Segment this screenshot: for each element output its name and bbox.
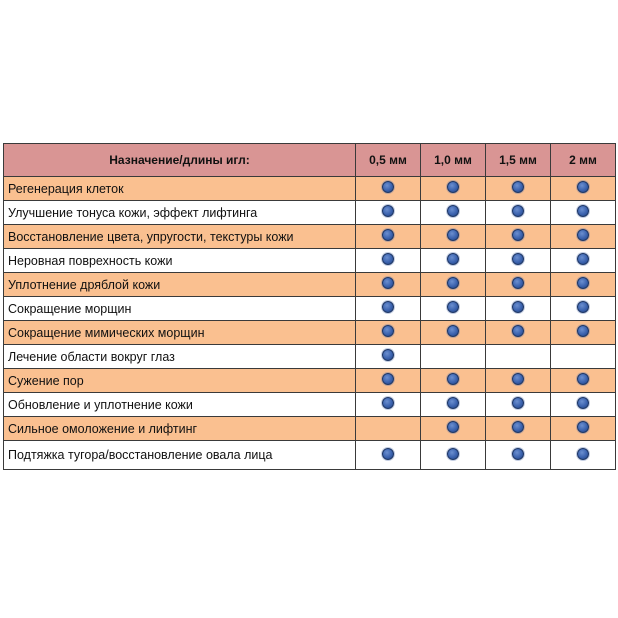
row-label: Сокращение мимических морщин	[4, 321, 356, 345]
marker-dot-icon	[577, 253, 589, 265]
marker-dot-icon	[577, 397, 589, 409]
mark-cell	[356, 249, 421, 273]
marker-dot-icon	[512, 325, 524, 337]
marker-dot-icon	[577, 421, 589, 433]
mark-cell	[551, 297, 616, 321]
header-length-2: 2 мм	[551, 144, 616, 177]
marker-dot-icon	[447, 229, 459, 241]
mark-cell	[486, 369, 551, 393]
marker-dot-icon	[447, 325, 459, 337]
marker-dot-icon	[447, 421, 459, 433]
mark-cell	[486, 393, 551, 417]
table-row	[4, 321, 616, 345]
row-label: Лечение области вокруг глаз	[4, 345, 356, 369]
mark-cell	[486, 297, 551, 321]
marker-dot-icon	[447, 448, 459, 460]
mark-cell	[551, 201, 616, 225]
mark-cell	[551, 177, 616, 201]
marker-dot-icon	[512, 448, 524, 460]
mark-cell	[356, 273, 421, 297]
marker-dot-icon	[577, 373, 589, 385]
mark-cell	[486, 321, 551, 345]
mark-cell	[486, 345, 551, 369]
row-label: Сужение пор	[4, 369, 356, 393]
marker-dot-icon	[447, 397, 459, 409]
mark-cell	[421, 369, 486, 393]
mark-cell	[551, 345, 616, 369]
mark-cell	[551, 393, 616, 417]
table-row	[4, 417, 616, 441]
table-row	[4, 225, 616, 249]
mark-cell	[551, 249, 616, 273]
marker-dot-icon	[382, 301, 394, 313]
mark-cell	[356, 321, 421, 345]
table-row	[4, 273, 616, 297]
table-row	[4, 393, 616, 417]
mark-cell	[486, 441, 551, 470]
marker-dot-icon	[577, 229, 589, 241]
marker-dot-icon	[512, 181, 524, 193]
marker-dot-icon	[382, 373, 394, 385]
mark-cell	[421, 177, 486, 201]
marker-dot-icon	[512, 373, 524, 385]
marker-dot-icon	[382, 349, 394, 361]
mark-cell	[356, 369, 421, 393]
mark-cell	[421, 441, 486, 470]
table-row	[4, 441, 616, 470]
row-label: Регенерация клеток	[4, 177, 356, 201]
mark-cell	[356, 393, 421, 417]
mark-cell	[421, 321, 486, 345]
marker-dot-icon	[577, 301, 589, 313]
marker-dot-icon	[382, 448, 394, 460]
header-length-0-5: 0,5 мм	[356, 144, 421, 177]
marker-dot-icon	[382, 253, 394, 265]
table-row	[4, 369, 616, 393]
marker-dot-icon	[512, 205, 524, 217]
mark-cell	[421, 393, 486, 417]
table-row	[4, 345, 616, 369]
mark-cell	[486, 417, 551, 441]
row-label: Сильное омоложение и лифтинг	[4, 417, 356, 441]
marker-dot-icon	[577, 448, 589, 460]
mark-cell	[551, 321, 616, 345]
marker-dot-icon	[447, 181, 459, 193]
mark-cell	[486, 273, 551, 297]
mark-cell	[421, 249, 486, 273]
marker-dot-icon	[577, 325, 589, 337]
marker-dot-icon	[447, 277, 459, 289]
needle-length-table	[3, 143, 616, 470]
mark-cell	[356, 441, 421, 470]
header-length-1-5: 1,5 мм	[486, 144, 551, 177]
row-label: Уплотнение дряблой кожи	[4, 273, 356, 297]
marker-dot-icon	[382, 181, 394, 193]
row-label: Неровная поврехность кожи	[4, 249, 356, 273]
marker-dot-icon	[382, 205, 394, 217]
mark-cell	[486, 225, 551, 249]
header-row	[4, 144, 616, 177]
marker-dot-icon	[512, 229, 524, 241]
marker-dot-icon	[447, 205, 459, 217]
table-body	[4, 177, 616, 470]
table-row	[4, 249, 616, 273]
marker-dot-icon	[577, 205, 589, 217]
table-row	[4, 177, 616, 201]
row-label: Сокращение морщин	[4, 297, 356, 321]
mark-cell	[356, 345, 421, 369]
mark-cell	[356, 201, 421, 225]
mark-cell	[356, 417, 421, 441]
marker-dot-icon	[382, 397, 394, 409]
mark-cell	[356, 177, 421, 201]
row-label: Восстановление цвета, упругости, текстуры кожи	[4, 225, 356, 249]
mark-cell	[486, 201, 551, 225]
row-label: Обновление и уплотнение кожи	[4, 393, 356, 417]
mark-cell	[486, 249, 551, 273]
mark-cell	[421, 273, 486, 297]
mark-cell	[421, 345, 486, 369]
mark-cell	[421, 201, 486, 225]
mark-cell	[551, 417, 616, 441]
mark-cell	[486, 177, 551, 201]
header-purpose: Назначение/длины игл:	[4, 144, 356, 177]
marker-dot-icon	[577, 181, 589, 193]
mark-cell	[421, 297, 486, 321]
marker-dot-icon	[447, 373, 459, 385]
marker-dot-icon	[512, 301, 524, 313]
mark-cell	[551, 225, 616, 249]
marker-dot-icon	[512, 277, 524, 289]
marker-dot-icon	[577, 277, 589, 289]
marker-dot-icon	[512, 397, 524, 409]
marker-dot-icon	[382, 325, 394, 337]
mark-cell	[356, 297, 421, 321]
header-length-1-0: 1,0 мм	[421, 144, 486, 177]
row-label: Улучшение тонуса кожи, эффект лифтинга	[4, 201, 356, 225]
marker-dot-icon	[382, 229, 394, 241]
mark-cell	[551, 441, 616, 470]
table-row	[4, 201, 616, 225]
marker-dot-icon	[512, 421, 524, 433]
mark-cell	[421, 225, 486, 249]
marker-dot-icon	[382, 277, 394, 289]
mark-cell	[421, 417, 486, 441]
marker-dot-icon	[512, 253, 524, 265]
mark-cell	[551, 273, 616, 297]
marker-dot-icon	[447, 301, 459, 313]
row-label: Подтяжка тугора/восстановление овала лица	[4, 441, 356, 470]
mark-cell	[551, 369, 616, 393]
table-row	[4, 297, 616, 321]
mark-cell	[356, 225, 421, 249]
marker-dot-icon	[447, 253, 459, 265]
